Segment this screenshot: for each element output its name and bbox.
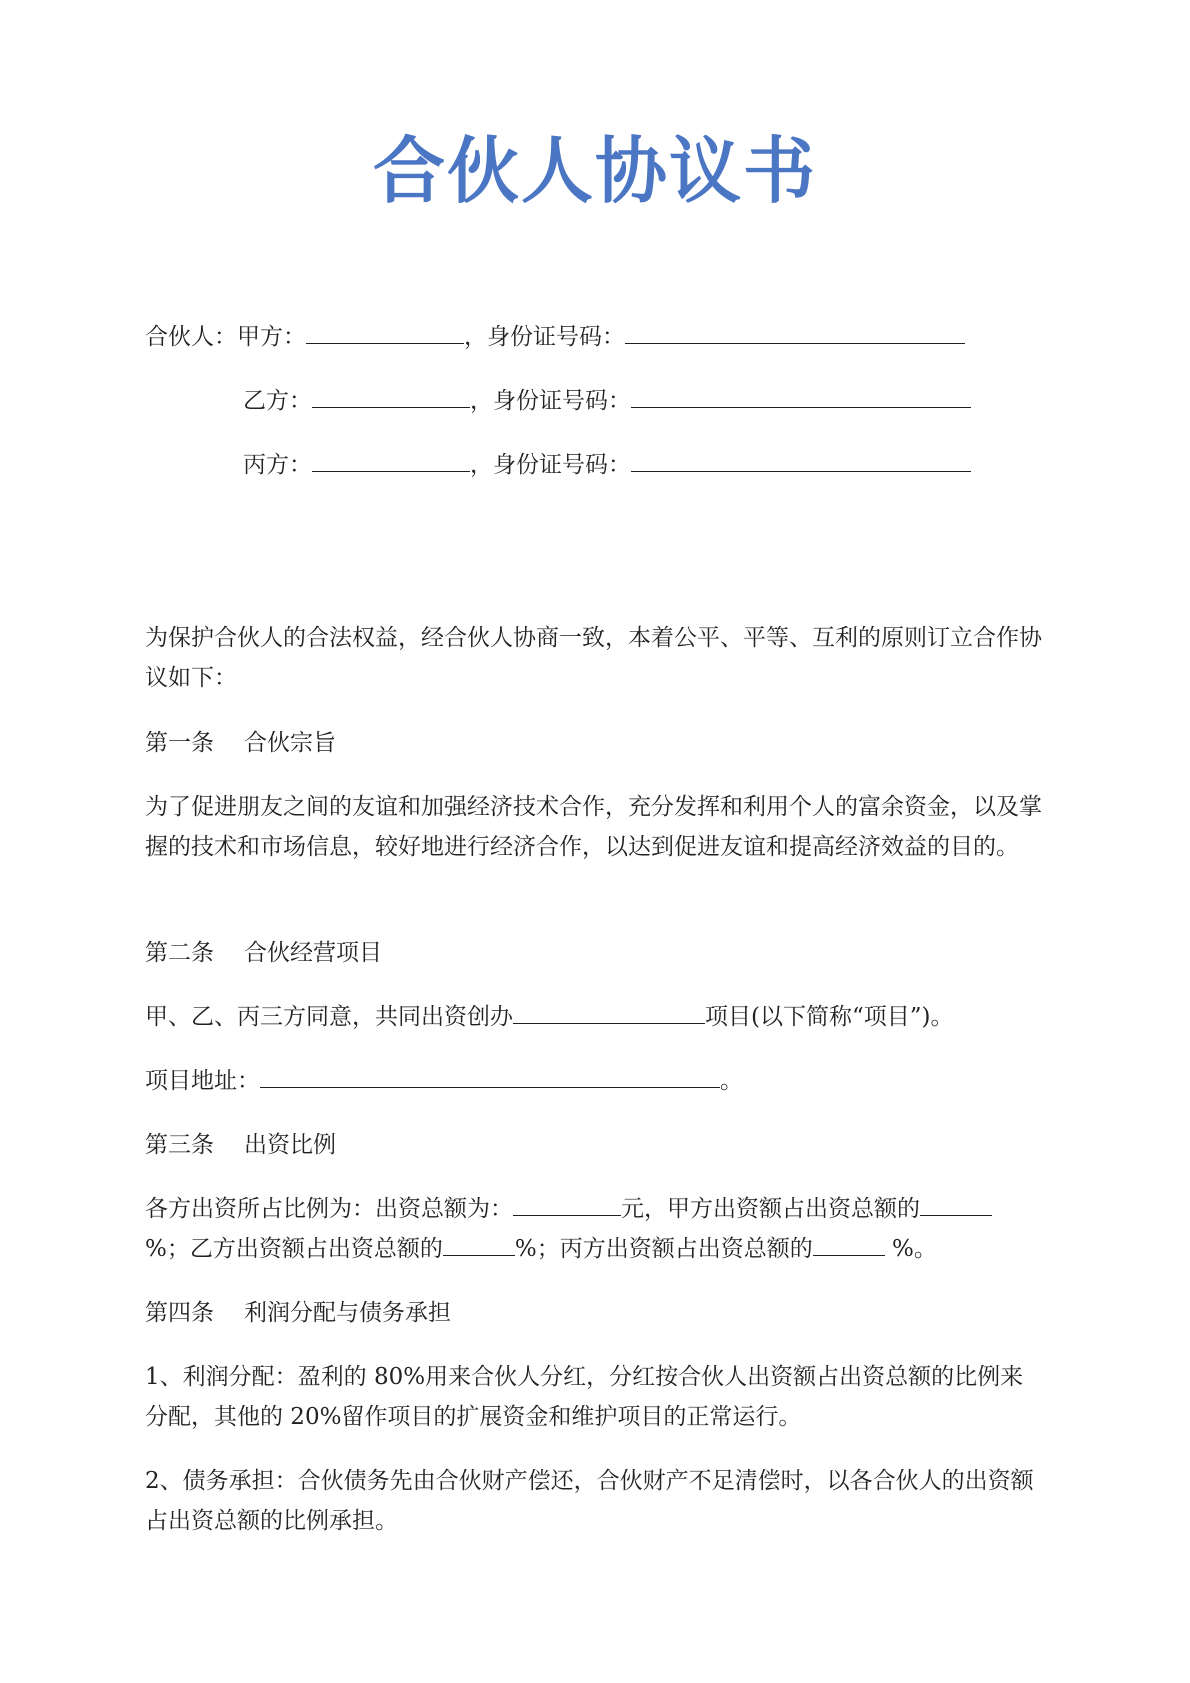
party-a-share-blank[interactable] — [920, 1193, 992, 1216]
party-b-share-blank[interactable] — [443, 1233, 515, 1256]
article-3-line-1 — [145, 1189, 992, 1229]
party-a-name-blank[interactable] — [306, 321, 464, 344]
article-4-number: 第四条 — [145, 1300, 214, 1326]
party-a-label: 甲方： — [237, 324, 306, 350]
preamble: 为保护合伙人的合法权益，经合伙人协商一致，本着公平、平等、互利的原则订立合作协议如下： — [145, 625, 1042, 691]
article-1-title: 合伙宗旨 — [244, 730, 336, 756]
article-1-number: 第一条 — [145, 730, 214, 756]
article-4-item-2: 2、债务承担：合伙债务先由合伙财产偿还，合伙财产不足清偿时，以各合伙人的出资额占出资总额的比例承担。 — [145, 1468, 1034, 1534]
party-a-share-label: 元，甲方出资额占出资总额的 — [621, 1196, 920, 1222]
partners-label: 合伙人： — [145, 324, 237, 350]
party-c-share-end: %。 — [884, 1236, 937, 1262]
article-2-address-line — [145, 1061, 743, 1101]
party-a-id-label: ，身份证号码： — [464, 324, 625, 350]
article-3-number: 第三条 — [145, 1132, 214, 1158]
article-3-heading — [145, 1125, 336, 1165]
party-b-share-label: %；乙方出资额占出资总额的 — [145, 1236, 443, 1262]
party-c-name-blank[interactable] — [312, 449, 470, 472]
address-label: 项目地址： — [145, 1068, 260, 1094]
party-c-id-label: ，身份证号码： — [470, 452, 631, 478]
project-name-blank[interactable] — [513, 1001, 705, 1024]
article-2-project-line — [145, 997, 953, 1037]
project-suffix: 项目(以下简称“项目”)。 — [705, 1004, 954, 1030]
party-c-label: 丙方： — [243, 452, 312, 478]
partner-row-a — [145, 317, 965, 357]
article-1-body: 为了促进朋友之间的友谊和加强经济技术合作，充分发挥和利用个人的富余资金，以及掌握的技术和市场信息，较好地进行经济合作，以达到促进友谊和提高经济效益的目的。 — [145, 794, 1042, 860]
party-c-id-blank[interactable] — [631, 449, 971, 472]
party-c-share-label: %；丙方出资额占出资总额的 — [514, 1236, 813, 1262]
partner-row-b — [243, 381, 971, 421]
article-1-heading — [145, 723, 336, 763]
party-b-label: 乙方： — [243, 388, 312, 414]
article-2-heading — [145, 933, 382, 973]
article-3-title: 出资比例 — [244, 1132, 336, 1158]
article-2-number: 第二条 — [145, 940, 214, 966]
article-3-line-2 — [145, 1229, 937, 1269]
total-amount-blank[interactable] — [513, 1193, 621, 1216]
project-address-blank[interactable] — [260, 1065, 720, 1088]
article-4-item-1: 1、利润分配：盈利的 80%用来合伙人分红，分红按合伙人出资额占出资总额的比例来分配，其他的 20%留作项目的扩展资金和维护项目的正常运行。 — [145, 1364, 1024, 1430]
party-b-id-label: ，身份证号码： — [470, 388, 631, 414]
article-2-title: 合伙经营项目 — [244, 940, 382, 966]
party-b-id-blank[interactable] — [631, 385, 971, 408]
address-end: 。 — [720, 1068, 743, 1094]
article-4-title: 利润分配与债务承担 — [244, 1300, 451, 1326]
contribution-total-label: 各方出资所占比例为：出资总额为： — [145, 1196, 513, 1222]
party-c-share-blank[interactable] — [813, 1233, 885, 1256]
project-prefix: 甲、乙、丙三方同意，共同出资创办 — [145, 1004, 513, 1030]
party-a-id-blank[interactable] — [625, 321, 965, 344]
partner-row-c — [243, 445, 971, 485]
party-b-name-blank[interactable] — [312, 385, 470, 408]
article-4-heading — [145, 1293, 451, 1333]
document-title: 合伙人协议书 — [372, 128, 817, 213]
